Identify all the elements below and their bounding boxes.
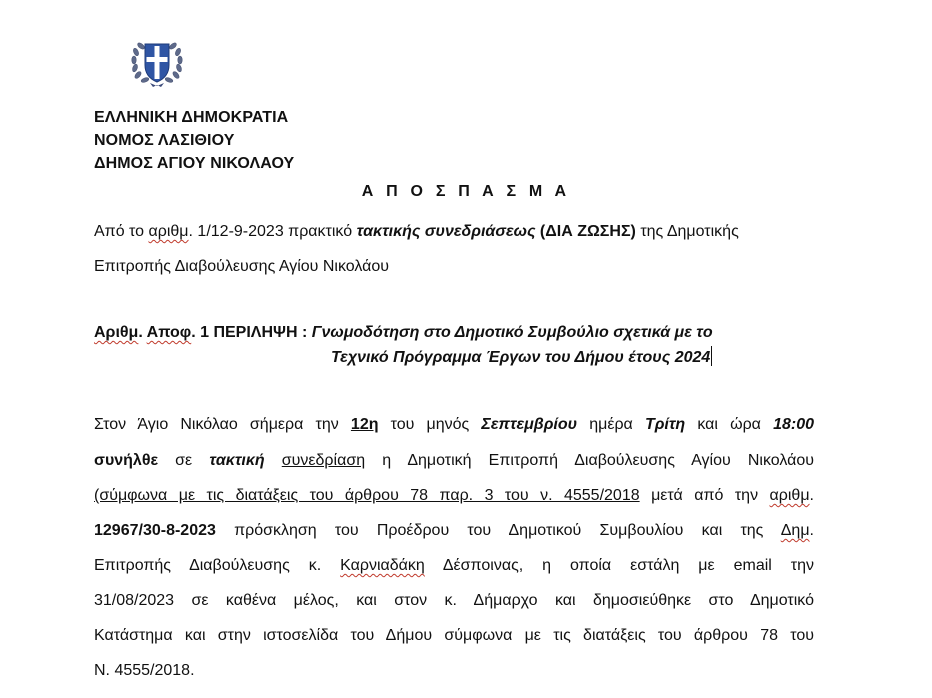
intro-text: της Δημοτικής (635, 223, 739, 240)
org-line-prefecture: ΝΟΜΟΣ ΛΑΣΙΘΙΟΥ (94, 132, 235, 149)
body-line-3 (94, 486, 814, 506)
invitation-number: 12967/30-8-2023 (94, 522, 216, 539)
document-title: Α Π Ο Σ Π Α Σ Μ Α (361, 183, 571, 200)
greek-coat-of-arms-icon (128, 37, 186, 89)
text-cursor (711, 346, 712, 366)
legal-reference: (σύμφωνα με τις διατάξεις του άρθρου 78 παρ. 3 του ν. 4555/2018 (94, 487, 640, 504)
session-type: τακτικής συνεδριάσεως (356, 223, 536, 240)
meeting-day: 12η (350, 416, 379, 433)
body-text: μετά από την (639, 487, 770, 504)
body-text: Επιτροπής Διαβούλευσης κ. (94, 557, 341, 574)
body-text: του μηνός (378, 416, 482, 433)
meeting-month: Σεπτεμβρίου (481, 416, 578, 433)
decision-text: . (138, 324, 147, 341)
body-line-6: 31/08/2023 σε καθένα μέλος, και στον κ. Δήμαρχο και δημοσιεύθηκε στο Δημοτικό (94, 592, 814, 609)
intro-text: Από το (94, 223, 149, 240)
body-text: και ώρα (685, 416, 774, 433)
emblem-graphic (128, 37, 186, 89)
spellcheck-word: Αριθμ (94, 324, 139, 341)
intro-text: . 1/12-9-2023 πρακτικό (188, 223, 357, 240)
body-text (265, 452, 282, 469)
body-text-bold: συνήλθε (94, 452, 159, 469)
body-text: σε (158, 452, 210, 469)
body-text: . (809, 522, 814, 539)
spellcheck-word: Δημ (780, 522, 810, 539)
meeting-time: 18:00 (773, 416, 815, 433)
body-line-7: Κατάστημα και στην ιστοσελίδα του Δήμου σύμφωνα με τις διατάξεις του άρθρου 78 του (94, 627, 814, 644)
body-text-underlined: συνεδρίαση (281, 452, 366, 469)
body-line-5 (94, 556, 814, 576)
intro-line-2: Επιτροπής Διαβούλευσης Αγίου Νικολάου (94, 258, 390, 275)
spellcheck-word: Καρνιαδάκη (340, 557, 425, 574)
spellcheck-word: αριθμ (769, 487, 810, 504)
body-text: πρόσκληση του Προέδρου του Δημοτικού Συμβουλίου και της (215, 522, 781, 539)
body-line-8: Ν. 4555/2018. (94, 662, 195, 679)
body-text: . (809, 487, 814, 504)
body-text: ημέρα (577, 416, 645, 433)
body-line-2 (94, 451, 814, 471)
org-line-country: ΕΛΛΗΝΙΚΗ ΔΗΜΟΚΡΑΤΙΑ (94, 109, 289, 126)
body-line-1 (94, 415, 814, 435)
session-mode: (ΔΙΑ ΖΩΣΗΣ) (535, 223, 636, 240)
decision-summary-line-2 (331, 346, 712, 369)
decision-summary-1: Γνωμοδότηση στο Δημοτικό Συμβούλιο σχετικά με το (311, 324, 713, 341)
spellcheck-word: αριθμ (148, 223, 189, 240)
body-text-bold: τακτική (209, 452, 265, 469)
decision-text: . 1 ΠΕΡΙΛΗΨΗ : (191, 324, 312, 341)
body-text: η Δημοτική Επιτροπή Διαβούλευσης Αγίου Νικολάου (365, 452, 814, 469)
body-text: Στον Άγιο Νικόλαο σήμερα την (94, 416, 351, 433)
org-line-municipality: ΔΗΜΟΣ ΑΓΙΟΥ ΝΙΚΟΛΑΟΥ (94, 155, 295, 172)
decision-summary-2: Τεχνικό Πρόγραμμα Έργων του Δήμου έτους 2024 (331, 349, 711, 366)
intro-line-1 (94, 222, 814, 242)
body-line-4 (94, 521, 814, 541)
body-text: Δέσποινας, η οποία εστάλη με email την (424, 557, 814, 574)
spellcheck-word: Αποφ (146, 324, 192, 341)
decision-heading (94, 322, 713, 344)
meeting-weekday: Τρίτη (644, 416, 686, 433)
